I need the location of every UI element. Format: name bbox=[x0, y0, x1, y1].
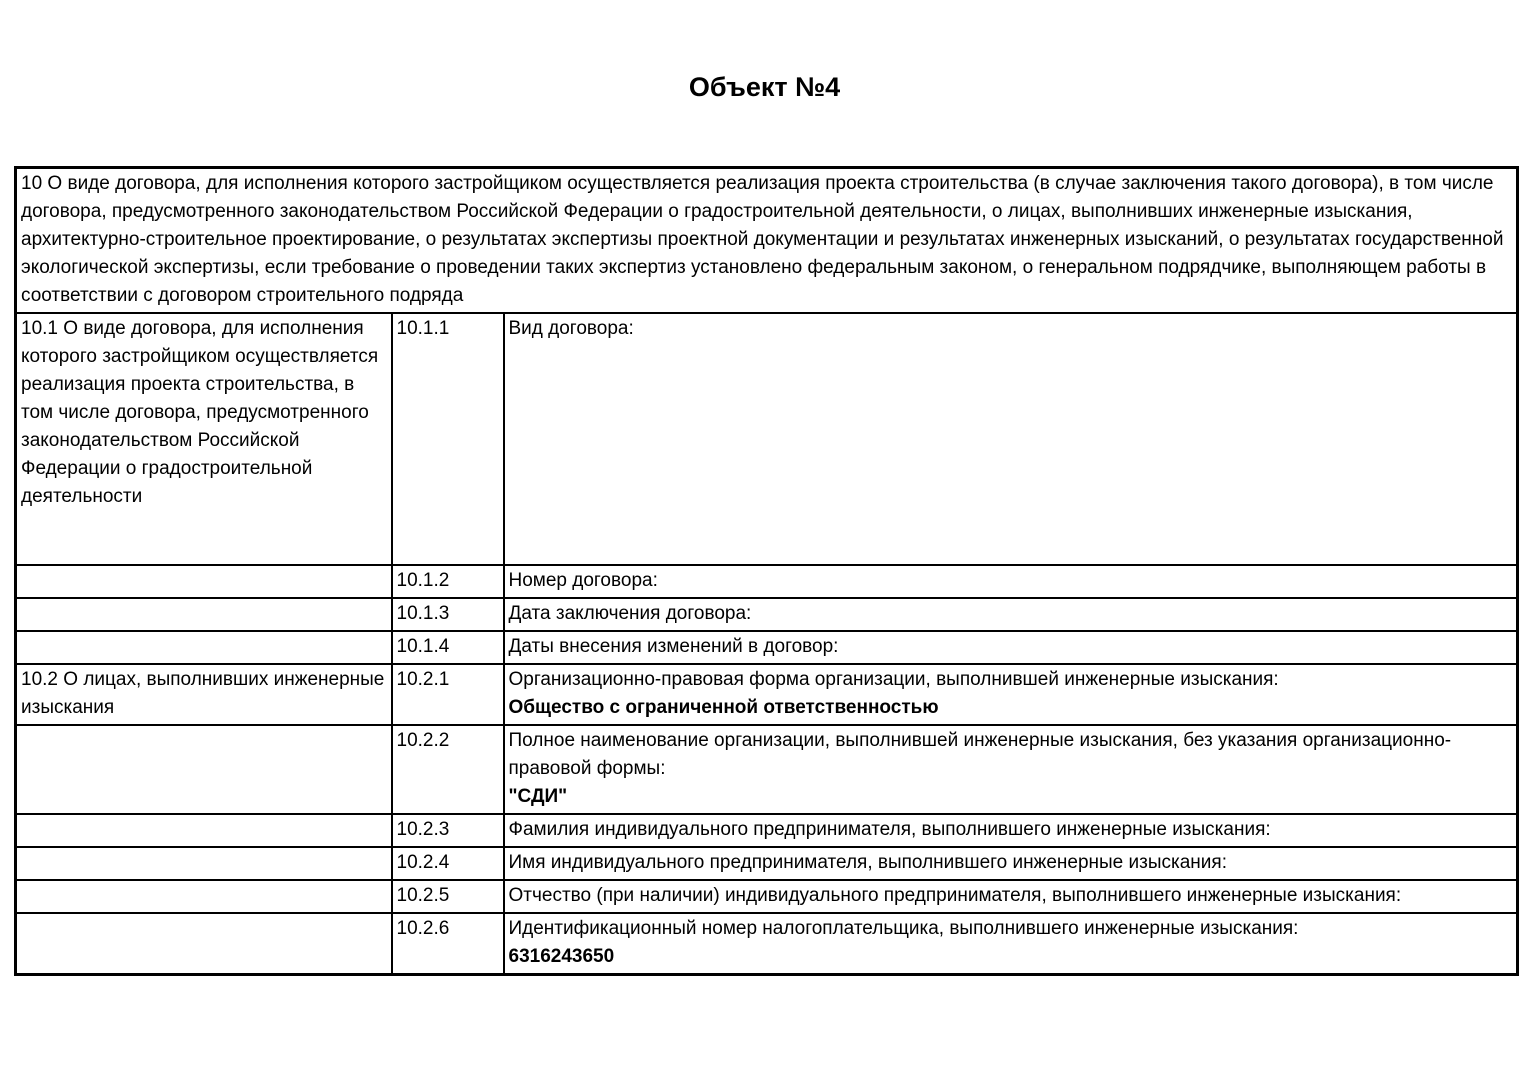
section-10-header-row bbox=[16, 168, 1518, 314]
code-cell: 10.2.4 bbox=[392, 847, 504, 880]
table-row bbox=[16, 631, 1518, 664]
section-10-header-cell: 10 О виде договора, для исполнения которого застройщиком осуществляется реализация проекта строительства (в случае заключения такого договора), в том числе договора, предусмотренного законодательством Российской Федерации о градостроительной деятельности, о лицах, выполнивших инженерные изыскания, архитектурно-строительное проектирование, о результатах экспертизы проектной документации и результатах инженерных изысканий, о результатах государственной экологической экспертизы, если требование о проведении таких экспертиз установлено федеральным законом, о генеральном подрядчике, выполняющем работы в соответствии с договором строительного подряда bbox=[16, 168, 1518, 314]
page-title: Объект №4 bbox=[688, 72, 841, 102]
field-label: Дата заключения договора: bbox=[508, 603, 752, 624]
field-cell bbox=[504, 598, 1518, 631]
table-row bbox=[16, 847, 1518, 880]
field-label: Идентификационный номер налогоплательщика, выполнившего инженерные изыскания: bbox=[508, 918, 1299, 939]
field-cell bbox=[504, 913, 1518, 975]
group-cell bbox=[16, 565, 392, 598]
field-cell bbox=[504, 313, 1518, 565]
table-row bbox=[16, 664, 1518, 725]
field-label: Полное наименование организации, выполнившей инженерные изыскания, без указания организационно-правовой формы: bbox=[508, 730, 1452, 779]
code-cell: 10.1.4 bbox=[392, 631, 504, 664]
group-cell bbox=[16, 598, 392, 631]
group-cell bbox=[16, 880, 392, 913]
field-label: Даты внесения изменений в договор: bbox=[508, 636, 839, 657]
group-cell bbox=[16, 847, 392, 880]
table-row bbox=[16, 598, 1518, 631]
field-label: Отчество (при наличии) индивидуального предпринимателя, выполнившего инженерные изыскания: bbox=[508, 885, 1402, 906]
field-cell bbox=[504, 725, 1518, 814]
table-row bbox=[16, 565, 1518, 598]
field-value: Общество с ограниченной ответственностью bbox=[508, 697, 939, 718]
field-label: Вид договора: bbox=[508, 318, 634, 339]
field-label: Фамилия индивидуального предпринимателя, выполнившего инженерные изыскания: bbox=[508, 819, 1271, 840]
group-cell bbox=[16, 725, 392, 814]
group-cell bbox=[16, 814, 392, 847]
code-cell: 10.1.2 bbox=[392, 565, 504, 598]
code-cell: 10.2.2 bbox=[392, 725, 504, 814]
field-label: Организационно-правовая форма организации, выполнившей инженерные изыскания: bbox=[508, 669, 1279, 690]
code-cell: 10.1.1 bbox=[392, 313, 504, 565]
declaration-table bbox=[14, 166, 1519, 976]
group-cell: 10.1 О виде договора, для исполнения которого застройщиком осуществляется реализация проекта строительства, в том числе договора, предусмотренного законодательством Российской Федерации о градостроительной деятельности bbox=[16, 313, 392, 565]
field-cell bbox=[504, 631, 1518, 664]
code-cell: 10.2.1 bbox=[392, 664, 504, 725]
table-row bbox=[16, 913, 1518, 975]
code-cell: 10.2.3 bbox=[392, 814, 504, 847]
table-row bbox=[16, 725, 1518, 814]
field-label: Номер договора: bbox=[508, 570, 658, 591]
field-cell bbox=[504, 847, 1518, 880]
field-label: Имя индивидуального предпринимателя, выполнившего инженерные изыскания: bbox=[508, 852, 1227, 873]
group-cell bbox=[16, 631, 392, 664]
field-cell bbox=[504, 880, 1518, 913]
table-row bbox=[16, 313, 1518, 565]
code-cell: 10.1.3 bbox=[392, 598, 504, 631]
code-cell: 10.2.6 bbox=[392, 913, 504, 975]
table-row bbox=[16, 880, 1518, 913]
field-cell bbox=[504, 814, 1518, 847]
table-row bbox=[16, 814, 1518, 847]
group-cell bbox=[16, 913, 392, 975]
group-cell: 10.2 О лицах, выполнивших инженерные изыскания bbox=[16, 664, 392, 725]
code-cell: 10.2.5 bbox=[392, 880, 504, 913]
field-cell bbox=[504, 565, 1518, 598]
field-value: 6316243650 bbox=[508, 946, 615, 967]
field-value: "СДИ" bbox=[508, 786, 568, 807]
field-cell bbox=[504, 664, 1518, 725]
